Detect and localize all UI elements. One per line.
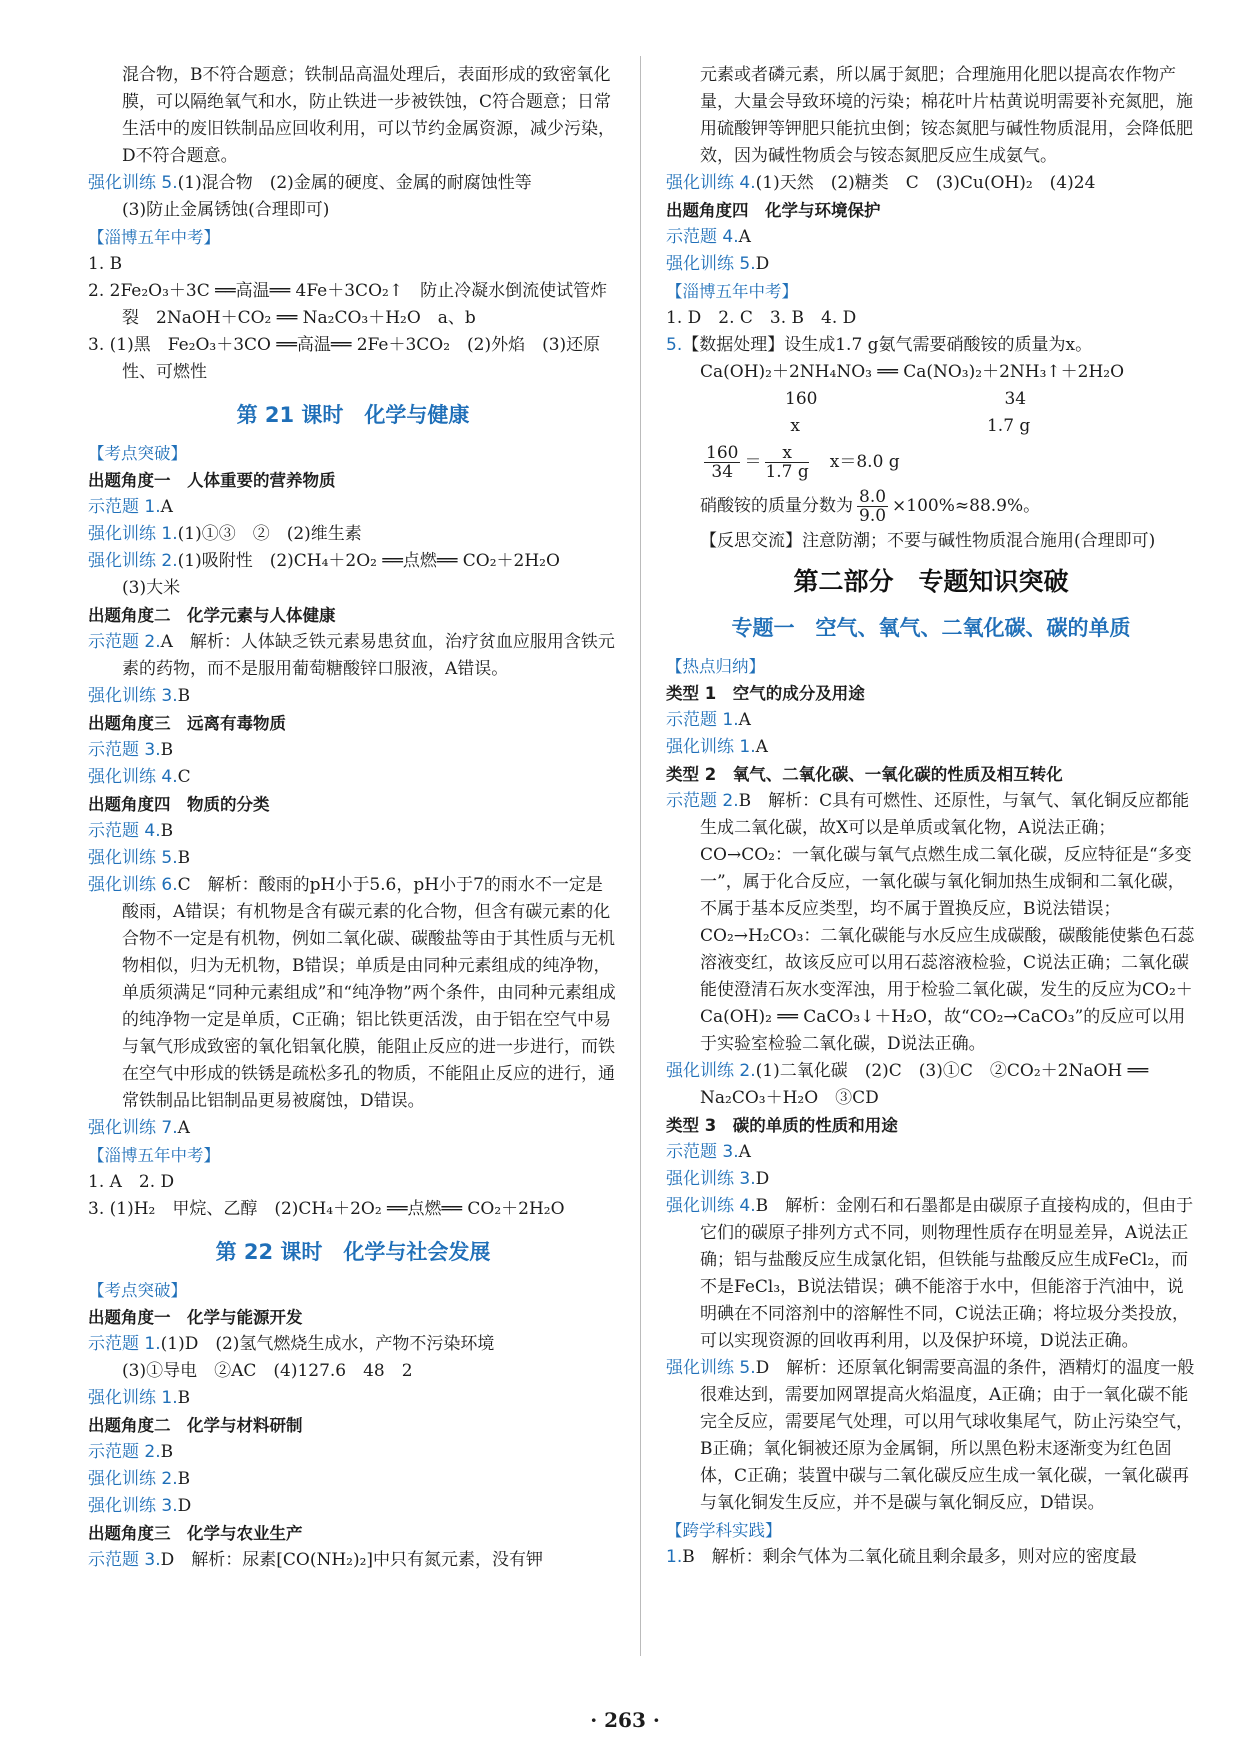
answer-item [88,494,618,521]
subsection-heading: 出题角度三 化学与农业生产 [88,1524,303,1543]
section-label: 【淄博五年中考】 [88,1146,220,1165]
text-line: 1. B [88,254,123,274]
item-label: 强化训练 6. [88,875,178,895]
section-label: 【考点突破】 [88,1281,187,1300]
answer-item [88,683,618,710]
part-title: 第二部分 专题知识突破 [793,567,1069,596]
item-answer: 【数据处理】设生成1.7 g氨气需要硝酸铵的质量为x。 [682,335,1093,355]
item-label: 强化训练 2. [666,1061,756,1081]
answer-item [88,1331,618,1358]
item-label: 强化训练 4. [666,1196,756,1216]
section-label: 【跨学科实践】 [666,1521,782,1540]
text-line: (3)防止金属锈蚀(合理即可) [122,200,330,220]
text-line: 2. 2Fe₂O₃＋3C ══高温══ 4Fe＋3CO₂↑ 防止冷凝水倒流使试管炸裂 2NaOH＋CO₂ ══ Na₂CO₃＋H₂O a、b [88,281,608,328]
text-line: (3)大米 [122,578,181,598]
item-answer: A [738,1142,751,1162]
item-answer: A [160,497,173,517]
mass-fraction-line [666,484,1196,528]
item-label: 示范题 1. [88,1334,161,1354]
answer-item [88,1385,618,1412]
answer-item [88,521,618,548]
chapter-title: 专题一 空气、氧气、二氧化碳、碳的单质 [731,616,1131,640]
item-label: 1. [666,1547,683,1567]
answer-item [88,548,618,575]
text-line: 1. A 2. D [88,1172,175,1192]
answer-item [88,818,618,845]
answer-item [88,845,618,872]
text-line: 混合物，B不符合题意；铁制品高温处理后，表面形成的致密氧化膜，可以隔绝氧气和水，防止铁进一步被铁蚀，C符合题意；日常生活中的废旧铁制品应回收利用，可以节约金属资源，减少污染，D不符合题意。 [122,65,615,166]
subsection-heading: 出题角度一 化学与能源开发 [88,1308,303,1327]
item-label: 示范题 2. [88,1442,161,1462]
item-label: 强化训练 2. [88,1469,178,1489]
answer-item [666,251,1196,278]
item-answer: B 解析：剩余气体为二氧化硫且剩余最多，则对应的密度最 [682,1547,1137,1567]
item-answer: (1)吸附性 (2)CH₄＋2O₂ ══点燃══ CO₂＋2H₂O [177,551,560,571]
item-label: 示范题 2. [88,632,161,652]
subsection-heading: 出题角度一 人体重要的营养物质 [88,471,336,490]
item-label: 强化训练 4. [666,173,756,193]
item-answer: A [755,737,768,757]
item-answer: D [755,254,770,274]
text-line: 1. D 2. C 3. B 4. D [666,308,857,328]
subsection-heading: 类型 1 空气的成分及用途 [666,684,865,703]
text-line: 3. (1)H₂ 甲烷、乙醇 (2)CH₄＋2O₂ ══点燃══ CO₂＋2H₂O [88,1199,565,1219]
answer-item [666,1166,1196,1193]
item-answer: (1)混合物 (2)金属的硬度、金属的耐腐蚀性等 [177,173,532,193]
item-label: 示范题 4. [666,227,739,247]
fraction [704,444,740,481]
answer-item [666,788,1196,1058]
item-label: 强化训练 5. [666,254,756,274]
item-label: 强化训练 1. [88,1388,178,1408]
result: ×100%≈88.9%。 [892,496,1041,516]
item-answer: B 解析：C具有可燃性、还原性，与氧气、氧化铜反应都能生成二氧化碳，故X可以是单质或氧化物，A说法正确；CO→CO₂：一氧化碳与氧气点燃生成二氧化碳，反应特征是“多变一”，属于化合反应，一氧化碳与氧化铜加热生成铜和二氧化碳，不属于基本反应类型，均不属于置换反应，B说法错误；CO₂→H₂CO₃：二氧化碳能与水反应生成碳酸，碳酸能使紫色石蕊溶液变红，故该反应可以用石蕊溶液检验，C说法正确；二氧化碳能使澄清石灰水变浑浊，用于检验二氧化碳，发生的反应为CO₂＋Ca(OH)₂ ══ CaCO₃↓＋H₂O，故“CO₂→CaCO₃”的反应可以用于实验室检验二氧化碳，D说法正确。 [700,791,1195,1054]
text-line: x 1.7 g [700,416,1031,436]
item-answer: (1)天然 (2)糖类 C (3)Cu(OH)₂ (4)24 [755,173,1096,193]
equals: ＝ [744,452,762,472]
item-answer: B [177,686,191,706]
item-label: 强化训练 1. [666,737,756,757]
numerator: 160 [706,443,739,463]
prefix: 硝酸铵的质量分数为 [700,496,853,516]
item-label: 示范题 3. [88,740,161,760]
subsection-heading: 类型 3 碳的单质的性质和用途 [666,1116,898,1135]
numerator: x [765,444,808,463]
item-answer: A [738,710,751,730]
subsection-heading: 出题角度三 远离有毒物质 [88,714,286,733]
answer-item [88,737,618,764]
item-answer: A [177,1118,190,1138]
answer-item [666,1544,1196,1571]
answer-item [666,332,1196,359]
answer-item [666,707,1196,734]
item-answer: C [177,767,191,787]
fraction [765,444,808,481]
item-answer: B [177,1388,191,1408]
proportion-equation [666,440,1196,484]
item-label: 示范题 4. [88,821,161,841]
item-answer: (1)D (2)氢气燃烧生成水，产物不污染环境 [160,1334,495,1354]
subsection-heading: 出题角度四 物质的分类 [88,795,270,814]
section-label: 【考点突破】 [88,444,187,463]
page-number: · 263 · [590,1708,660,1732]
answer-item [666,170,1196,197]
answer-item [88,1547,618,1574]
text-line: (3)①导电 ②AC (4)127.6 48 2 [122,1361,413,1381]
result: x＝8.0 g [812,452,900,472]
section-label: 【热点归纳】 [666,657,765,676]
item-label: 示范题 3. [666,1142,739,1162]
item-answer: A 解析：人体缺乏铁元素易患贫血，治疗贫血应服用含铁元素的药物，而不是服用葡萄糖酸锌口服液，A错误。 [122,632,615,679]
item-label: 强化训练 5. [88,173,178,193]
chapter-title: 第 21 课时 化学与健康 [236,403,470,427]
item-label: 强化训练 3. [88,686,178,706]
item-answer: D [177,1496,192,1516]
item-label: 强化训练 5. [88,848,178,868]
answer-item [88,1115,618,1142]
answer-item [666,1193,1196,1355]
denominator: 9.0 [859,506,887,526]
text-line: 【反思交流】注意防潮；不要与碱性物质混合施用(合理即可) [700,531,1156,551]
item-answer: B 解析：金刚石和石墨都是由碳原子直接构成的，但由于它们的碳原子排列方式不同，则物理性质存在明显差异，A说法正确；铝与盐酸反应生成氯化铝，但铁能与盐酸反应生成FeCl₂，而不是FeCl₃，B说法错误；碘不能溶于水中，但能溶于汽油中，说明碘在不同溶剂中的溶解性不同，C说法正确；将垃圾分类投放，可以实现资源的回收再利用，以及保护环境，D说法正确。 [700,1196,1194,1351]
answer-item [666,1355,1196,1517]
item-answer: A [738,227,751,247]
item-label: 强化训练 5. [666,1358,756,1378]
item-label: 示范题 3. [88,1550,161,1570]
subsection-heading: 出题角度四 化学与环境保护 [666,201,881,220]
item-answer: D [755,1169,770,1189]
item-answer: B [177,848,191,868]
item-label: 强化训练 3. [666,1169,756,1189]
column-divider [640,56,641,1656]
item-label: 强化训练 3. [88,1496,178,1516]
item-label: 强化训练 2. [88,551,178,571]
item-answer: B [160,1442,174,1462]
answer-item [88,1493,618,1520]
denominator: 34 [711,462,734,482]
item-label: 示范题 1. [666,710,739,730]
section-label: 【淄博五年中考】 [666,282,798,301]
item-label: 示范题 2. [666,791,739,811]
answer-item [88,629,618,683]
left-column [88,62,618,1574]
answer-item [88,170,618,197]
subsection-heading: 出题角度二 化学元素与人体健康 [88,606,336,625]
item-answer: D 解析：还原氧化铜需要高温的条件，酒精灯的温度一般很难达到，需要加网罩提高火焰温度，A正确；由于一氧化碳不能完全反应，需要尾气处理，可以用气球收集尾气，防止污染空气，B正确；氧化铜被还原为金属铜，所以黑色粉末逐渐变为红色固体，C正确；装置中碳与二氧化碳反应生成一氧化碳，一氧化碳再与氧化铜发生反应，并不是碳与氧化铜反应，D错误。 [700,1358,1195,1513]
chapter-title: 第 22 课时 化学与社会发展 [215,1240,491,1264]
answer-item [88,1466,618,1493]
item-label: 强化训练 4. [88,767,178,787]
denominator: 1.7 g [765,462,809,482]
answer-item [666,734,1196,761]
subsection-heading: 类型 2 氧气、二氧化碳、一氧化碳的性质及相互转化 [666,765,1063,784]
item-answer: (1)①③ ② (2)维生素 [177,524,362,544]
section-label: 【淄博五年中考】 [88,228,220,247]
item-answer: B [177,1469,191,1489]
answer-item [666,1058,1196,1112]
text-line: 元素或者磷元素，所以属于氮肥；合理施用化肥以提高农作物产量，大量会导致环境的污染；棉花叶片枯黄说明需要补充氮肥，施用硫酸钾等钾肥只能抗虫倒；铵态氮肥与碱性物质混用，会降低肥效，因为碱性物质会与铵态氮肥反应生成氨气。 [700,65,1193,166]
subsection-heading: 出题角度二 化学与材料研制 [88,1416,303,1435]
numerator: 8.0 [859,487,887,507]
answer-item [88,764,618,791]
answer-item [666,224,1196,251]
text-line: Ca(OH)₂＋2NH₄NO₃ ══ Ca(NO₃)₂＋2NH₃↑＋2H₂O [700,362,1125,382]
text-line: 160 34 [700,389,1027,409]
right-column [666,62,1196,1571]
item-answer: B [160,821,174,841]
answer-item [666,1139,1196,1166]
item-label: 强化训练 1. [88,524,178,544]
item-answer: C 解析：酸雨的pH小于5.6，pH小于7的雨水不一定是酸雨，A错误；有机物是含有碳元素的化合物，但含有碳元素的化合物不一定是有机物，例如二氧化碳、碳酸盐等由于其性质与无机物相似，归为无机物，B错误；单质是由同种元素组成的纯净物，单质须满足“同种元素组成”和“纯净物”两个条件，由同种元素组成的纯净物一定是单质，C正确；铝比铁更活泼，由于铝在空气中易与氧气形成致密的氧化铝氧化膜，能阻止反应的进一步进行，而铁在空气中形成的铁锈是疏松多孔的物质，不能阻止反应的进行，通常铁制品比铝制品更易被腐蚀，D错误。 [122,875,616,1111]
item-label: 示范题 1. [88,497,161,517]
item-answer: (1)二氧化碳 (2)C (3)①C ②CO₂＋2NaOH ══ Na₂CO₃＋H₂O ③CD [700,1061,1149,1108]
item-label: 强化训练 7. [88,1118,178,1138]
item-label: 5. [666,335,683,355]
fraction [857,488,888,525]
item-answer: B [160,740,174,760]
answer-item [88,1439,618,1466]
text-line: 3. (1)黑 Fe₂O₃＋3CO ══高温══ 2Fe＋3CO₂ (2)外焰 (3)还原性、可燃性 [88,335,601,382]
answer-item [88,872,618,1115]
item-answer: D 解析：尿素[CO(NH₂)₂]中只有氮元素，没有钾 [160,1550,544,1570]
